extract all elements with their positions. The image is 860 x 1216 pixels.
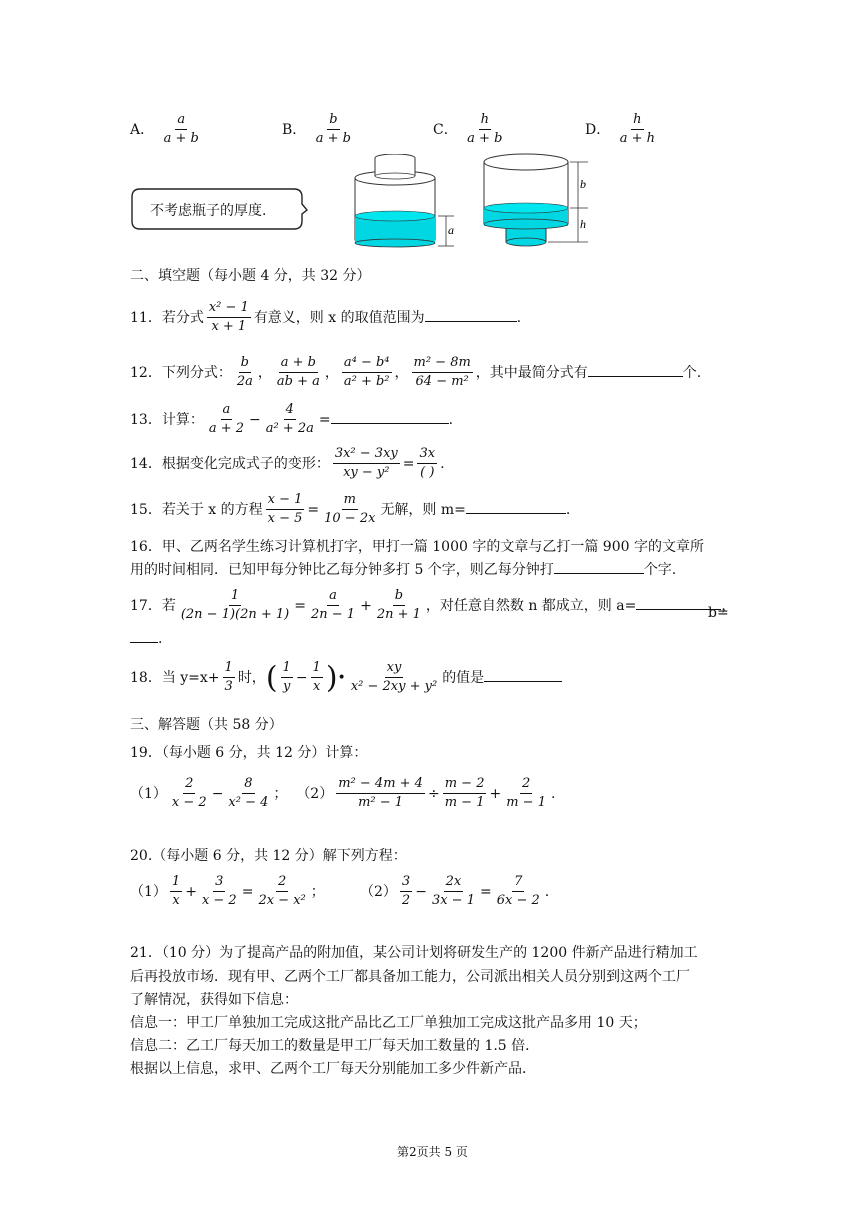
- label-a: a: [448, 223, 454, 237]
- question-19-parts: （1） $\frac{2}{x - 2}$ − $\frac{8}{\text{x² − 4}}$ ； （2） $\frac{\text{m² − 4m + 4}}{\text{m² − 1}}$ ÷ $\frac{m - 2}{m - 1}$ + $\frac{2}{m - 1}$ .: [130, 776, 556, 811]
- question-11: 11．若分式 $\frac{\text{x² − 1}}{x + 1}$ 有意义，则 x 的取值范围为 .: [130, 300, 522, 335]
- answer-blank-16: [554, 559, 644, 574]
- section-2-heading: 二、填空题（每小题 4 分，共 32 分）: [130, 268, 371, 284]
- question-20-parts: （1） $\frac{1}{x}$ + $\frac{3}{x - 2}$ = $\frac{2}{\text{2x − x²}}$ ；: [130, 874, 325, 909]
- page-footer: 第2页共 5 页: [397, 1145, 468, 1159]
- answer-blank-17b: [130, 628, 158, 643]
- question-14: 14．根据变化完成式子的变形： $\frac{\text{3x² − 3xy}}{\text{xy − y²}}$ = $\frac{3x}{( )}$ .: [130, 446, 445, 481]
- answer-blank-15: [466, 499, 566, 514]
- question-18: 18．当 y=x+ $\frac{1}{3}$ 时，( $\frac{1}{y}$ − $\frac{1}{x}$ )• $\frac{xy}{\text{x² − 2xy + y²}}$ 的值是: [130, 660, 562, 696]
- question-16-line-2: 用的时间相同．已知甲每分钟比乙每分钟多打 5 个字，则乙每分钟打 个字.: [130, 559, 676, 579]
- answer-blank-13: [331, 409, 449, 424]
- bottle-figure-2: [478, 152, 598, 252]
- question-21-line-4: 信息一：甲工厂单独加工完成这批产品比乙工厂单独加工完成这批产品多用 10 天；: [130, 1015, 647, 1031]
- answer-blank-18: [484, 667, 562, 682]
- question-17: 17．若 $\frac{1}{(2n - 1)(2n + 1)}$ = $\frac{a}{2n - 1}$ + $\frac{b}{2n + 1}$ ，对任意自然数 n 都成立，则 a= ，: [130, 588, 736, 623]
- answer-blank-11: [425, 307, 517, 322]
- question-19-title: 19．（每小题 6 分，共 12 分）计算：: [130, 745, 368, 761]
- question-17-b-blank: .: [130, 628, 162, 647]
- q10-option-d: D． $\frac{h}{a + h}$: [585, 112, 655, 147]
- question-15: 15．若关于 x 的方程 $\frac{x - 1}{x - 5}$ = $\frac{m}{10 - 2x}$ 无解，则 m= .: [130, 492, 571, 527]
- bubble-text: 不考虑瓶子的厚度.: [150, 203, 267, 219]
- label-h: h: [580, 217, 586, 231]
- answer-blank-12: [588, 362, 683, 377]
- section-3-heading: 三、解答题（共 58 分）: [130, 717, 283, 733]
- q10-option-b: B． $\frac{b}{a + b}$: [282, 112, 351, 147]
- question-12: 12．下列分式： $\frac{b}{2a}$ ， $\frac{a + b}{ab + a}$ ， $\frac{\text{a⁴ − b⁴}}{\text{a² + b²}}$ ， $\frac{\text{m² − 8m}}{\text{64 − m²}}$ ，其中最简分式有 个.: [130, 355, 702, 390]
- question-21-line-5: 信息二：乙工厂每天加工的数量是甲工厂每天加工数量的 1.5 倍．: [130, 1038, 540, 1054]
- question-16-line-1: 16．甲、乙两名学生练习计算机打字，甲打一篇 1000 字的文章与乙打一篇 900 字的文章所: [130, 539, 704, 555]
- question-13: 13．计算： $\frac{a}{a + 2}$ − $\frac{4}{\text{a² + 2a}}$ = .: [130, 402, 454, 437]
- question-21-line-6: 根据以上信息，求甲、乙两个工厂每天分别能加工多少件新产品．: [130, 1061, 536, 1077]
- q10-option-a: A． $\frac{a}{a + b}$: [130, 112, 199, 147]
- question-17-b-label: b=: [708, 605, 729, 621]
- question-21-line-2: 后再投放市场．现有甲、乙两个工厂都具备加工能力，公司派出相关人员分别到这两个工厂: [130, 969, 690, 985]
- bottle-figure-1: [350, 154, 460, 250]
- q10-option-c: C． $\frac{h}{a + b}$: [433, 112, 503, 147]
- question-20-title: 20.（每小题 6 分，共 12 分）解下列方程：: [130, 848, 407, 864]
- question-21-line-1: 21．（10 分）为了提高产品的附加值，某公司计划将研发生产的 1200 件新产品进行精加工: [130, 945, 698, 961]
- question-21-line-3: 了解情况，获得如下信息：: [130, 992, 298, 1008]
- label-b: b: [580, 177, 586, 191]
- question-20-part-2: （2） $\frac{3}{2}$ − $\frac{2x}{3x - 1}$ = $\frac{7}{6x - 2}$ .: [360, 874, 550, 909]
